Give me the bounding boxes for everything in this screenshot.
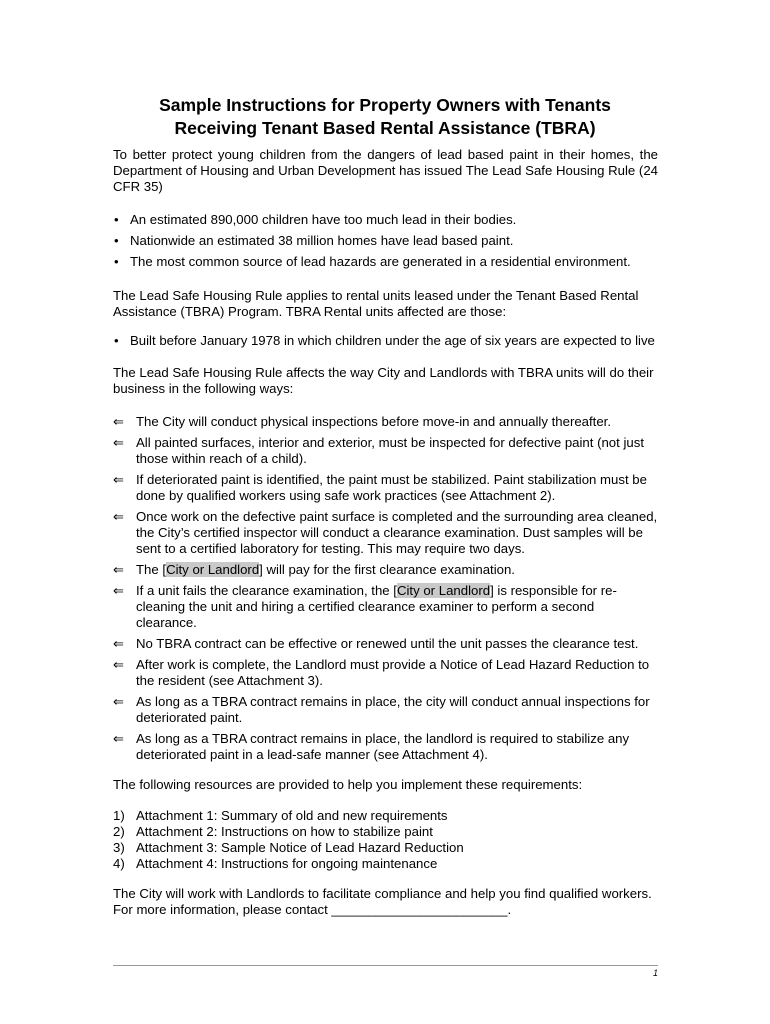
rule-item [113,694,658,726]
rule-text: As long as a TBRA contract remains in place, the city will conduct annual inspections for deteriorated paint. [136,694,650,725]
attachment-number: 1) [113,808,125,823]
title-line-1: Sample Instructions for Property Owners with Tenants [159,95,611,115]
affected-text: Built before January 1978 in which children under the age of six years are expected to live [130,333,655,348]
bullet-icon: • [114,233,119,248]
applies-paragraph: The Lead Safe Housing Rule applies to rental units leased under the Tenant Based Rental Assistance (TBRA) Program. TBRA Rental units affected are those: [113,288,639,319]
fact-text: An estimated 890,000 children have too much lead in their bodies. [130,212,517,227]
highlighted-field: City or Landlord [166,562,260,577]
rule-text: Once work on the defective paint surface is completed and the surrounding area cleaned, the City’s certified inspector will conduct a clearance examination. Dust samples will be sent to a certified laboratory for testing. This may require two days. [136,509,658,556]
attachment-item [113,856,658,872]
arrow-left-icon: ⇐ [113,694,124,709]
bullet-icon: • [114,212,119,227]
attachment-text: Attachment 1: Summary of old and new requirements [136,808,448,823]
rule-text: After work is complete, the Landlord must provide a Notice of Lead Hazard Reduction to the resident (see Attachment 3). [136,657,650,688]
rule-item [113,435,658,467]
facts-list [113,212,673,275]
fact-text: The most common source of lead hazards are generated in a residential environment. [130,254,631,269]
closing-line-1: The City will work with Landlords to facilitate compliance and help you find qualified workers. [113,886,652,901]
arrow-left-icon: ⇐ [113,435,124,450]
bullet-icon: • [114,333,119,348]
rule-text: All painted surfaces, interior and exterior, must be inspected for defective paint (not just those within reach of a child). [136,435,644,466]
arrow-left-icon: ⇐ [113,657,124,672]
rule-text: As long as a TBRA contract remains in place, the landlord is required to stabilize any deteriorated paint in a lead-safe manner (see Attachment 4). [136,731,630,762]
title-line-2: Receiving Tenant Based Rental Assistance (TBRA) [174,118,596,138]
page-number: 1 [652,968,658,978]
rule-item [113,562,658,578]
rule-text-post: ] is responsible for re-cleaning the unit and hiring a certified clearance examiner to perform a second clearance. [136,583,617,630]
affected-units-list [113,333,673,354]
rule-text-post: ] will pay for the first clearance examination. [259,562,515,577]
rules-list [113,414,658,768]
attachment-number: 2) [113,824,125,839]
rule-item [113,731,658,763]
rule-text-pre: If a unit fails the clearance examination, the [ [136,583,397,598]
attachment-text: Attachment 2: Instructions on how to stabilize paint [136,824,433,839]
rule-item [113,583,658,631]
rule-item [113,636,658,652]
bullet-icon: • [114,254,119,269]
closing-line-2: For more information, please contact ________________________. [113,902,512,917]
arrow-left-icon: ⇐ [113,472,124,487]
rule-item [113,414,658,430]
fact-text: Nationwide an estimated 38 million homes have lead based paint. [130,233,514,248]
arrow-left-icon: ⇐ [113,509,124,524]
attachment-item [113,808,658,824]
arrow-left-icon: ⇐ [113,414,124,429]
arrow-left-icon: ⇐ [113,562,124,577]
attachment-number: 4) [113,856,125,871]
attachment-text: Attachment 3: Sample Notice of Lead Hazard Reduction [136,840,464,855]
attachment-item [113,824,658,840]
footer-divider [113,965,658,966]
list-item [113,333,673,349]
rule-item [113,472,658,504]
resources-paragraph: The following resources are provided to help you implement these requirements: [113,777,583,792]
rule-item [113,509,658,557]
list-item [113,233,673,249]
rule-text [136,562,515,577]
rule-text: The City will conduct physical inspections before move-in and annually thereafter. [136,414,612,429]
arrow-left-icon: ⇐ [113,731,124,746]
list-item [113,254,673,270]
arrow-left-icon: ⇐ [113,636,124,651]
intro-paragraph: To better protect young children from the dangers of lead based paint in their homes, the Department of Housing and Urban Development has issued The Lead Safe Housing Rule (24 CFR 35) [113,147,658,194]
affects-paragraph: The Lead Safe Housing Rule affects the way City and Landlords with TBRA units will do their business in the following ways: [113,365,654,396]
rule-text: If deteriorated paint is identified, the paint must be stabilized. Paint stabilization must be done by qualified workers using safe work practices (see Attachment 2). [136,472,647,503]
closing-paragraph [113,886,658,918]
rule-text: No TBRA contract can be effective or renewed until the unit passes the clearance test. [136,636,639,651]
list-item [113,212,673,228]
attachments-list [113,808,658,872]
page-title [110,94,660,140]
rule-text-pre: The [ [136,562,167,577]
attachment-text: Attachment 4: Instructions for ongoing maintenance [136,856,438,871]
arrow-left-icon: ⇐ [113,583,124,598]
attachment-item [113,840,658,856]
highlighted-field: City or Landlord [396,583,491,598]
rule-text [136,583,617,630]
rule-item [113,657,658,689]
attachment-number: 3) [113,840,125,855]
